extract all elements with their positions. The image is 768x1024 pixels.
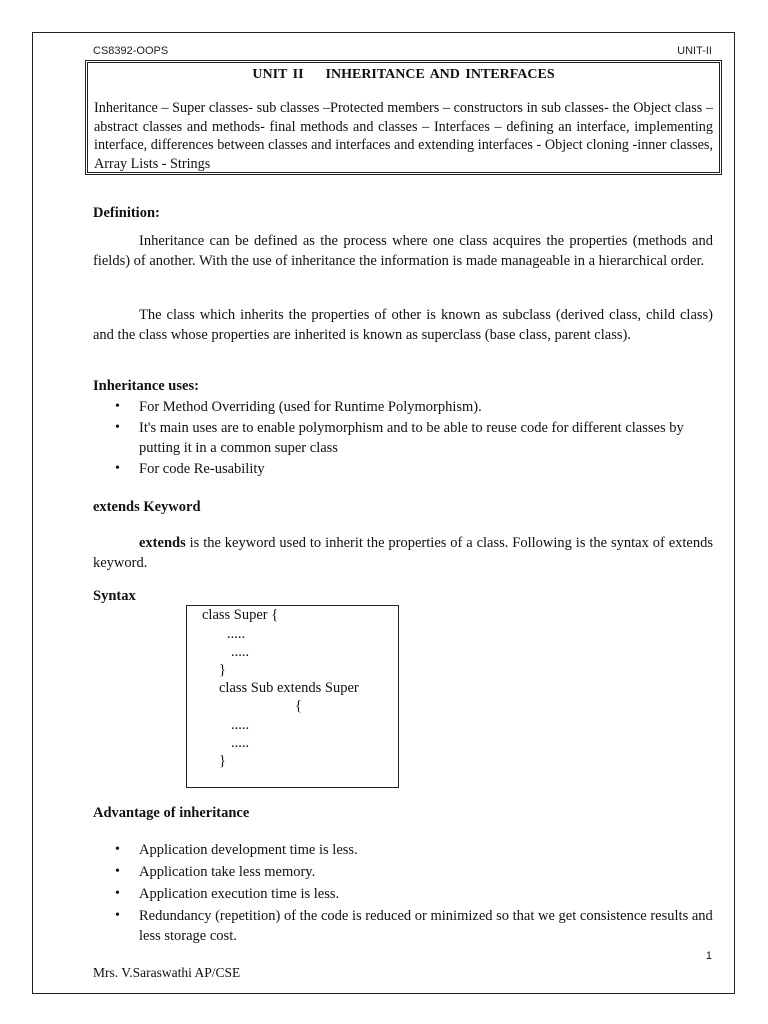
unit-summary-box [85, 60, 722, 175]
uses-heading: Inheritance uses: [93, 378, 199, 394]
code-line: ..... [227, 626, 246, 642]
uses-list [93, 397, 718, 479]
code-line: } [219, 662, 226, 678]
bullet-icon: • [115, 399, 120, 414]
code-line: } [219, 753, 226, 769]
list-item: • Application take less memory. [115, 864, 316, 880]
code-line: ..... [231, 717, 250, 733]
list-item: • Application execution time is less. [115, 886, 340, 902]
code-line: ..... [231, 644, 250, 660]
list-item: • For code Re-usability [115, 461, 265, 477]
syntax-code-box [186, 605, 399, 788]
unit-number: UNIT II [252, 67, 304, 82]
header-unit: UNIT-II [677, 45, 712, 57]
code-line: class Super { [202, 607, 279, 623]
list-item: • Application development time is less. [115, 842, 358, 858]
list-item: • For Method Overriding (used for Runtime Polymorphism). [115, 399, 482, 415]
footer-author: Mrs. V.Saraswathi AP/CSE [93, 965, 241, 980]
advantage-list [93, 840, 718, 946]
extends-keyword: extends [139, 535, 186, 551]
bullet-icon: • [115, 864, 120, 879]
extends-heading: extends Keyword [93, 499, 201, 515]
list-item: • Redundancy (repetition) of the code is reduced or minimized so that we get consistence results and less storage cost. [115, 908, 713, 944]
bullet-icon: • [115, 886, 120, 901]
page-number: 1 [705, 950, 712, 962]
code-line: ..... [231, 735, 250, 751]
extends-paragraph: extends is the keyword used to inherit the properties of a class. Following is the syntax of extends keyword. [93, 535, 713, 571]
definition-heading: Definition: [93, 205, 160, 221]
definition-paragraph-2: The class which inherits the properties of other is known as subclass (derived class, child class) and the class whose properties are inherited is known as superclass (base class, parent class). [93, 307, 713, 343]
unit-topics: Inheritance – Super classes- sub classes –Protected members – constructors in sub classes- the Object class – abstract classes and methods- final methods and classes – Interfaces – defining an interface, implementing interface, differences between classes and interfaces and extending interfaces - Object cloning -inner classes, Array Lists - Strings [94, 100, 713, 172]
bullet-icon: • [115, 842, 120, 857]
code-line: class Sub extends Super [219, 680, 359, 696]
list-item: • It's main uses are to enable polymorphism and to be able to reuse code for different classes by putting it in a common super class [115, 420, 684, 456]
bullet-icon: • [115, 461, 120, 476]
advantage-heading: Advantage of inheritance [93, 805, 250, 821]
header-course-code: CS8392-OOPS [93, 45, 169, 57]
syntax-heading: Syntax [93, 588, 136, 604]
definition-paragraph-1: Inheritance can be defined as the process where one class acquires the properties (methods and fields) of another. With the use of inheritance the information is made manageable in a hierarchical order. [93, 233, 713, 269]
unit-title [88, 67, 719, 83]
bullet-icon: • [115, 908, 120, 923]
code-line: { [295, 698, 302, 714]
unit-name: INHERITANCE AND INTERFACES [325, 67, 555, 82]
bullet-icon: • [115, 420, 120, 435]
